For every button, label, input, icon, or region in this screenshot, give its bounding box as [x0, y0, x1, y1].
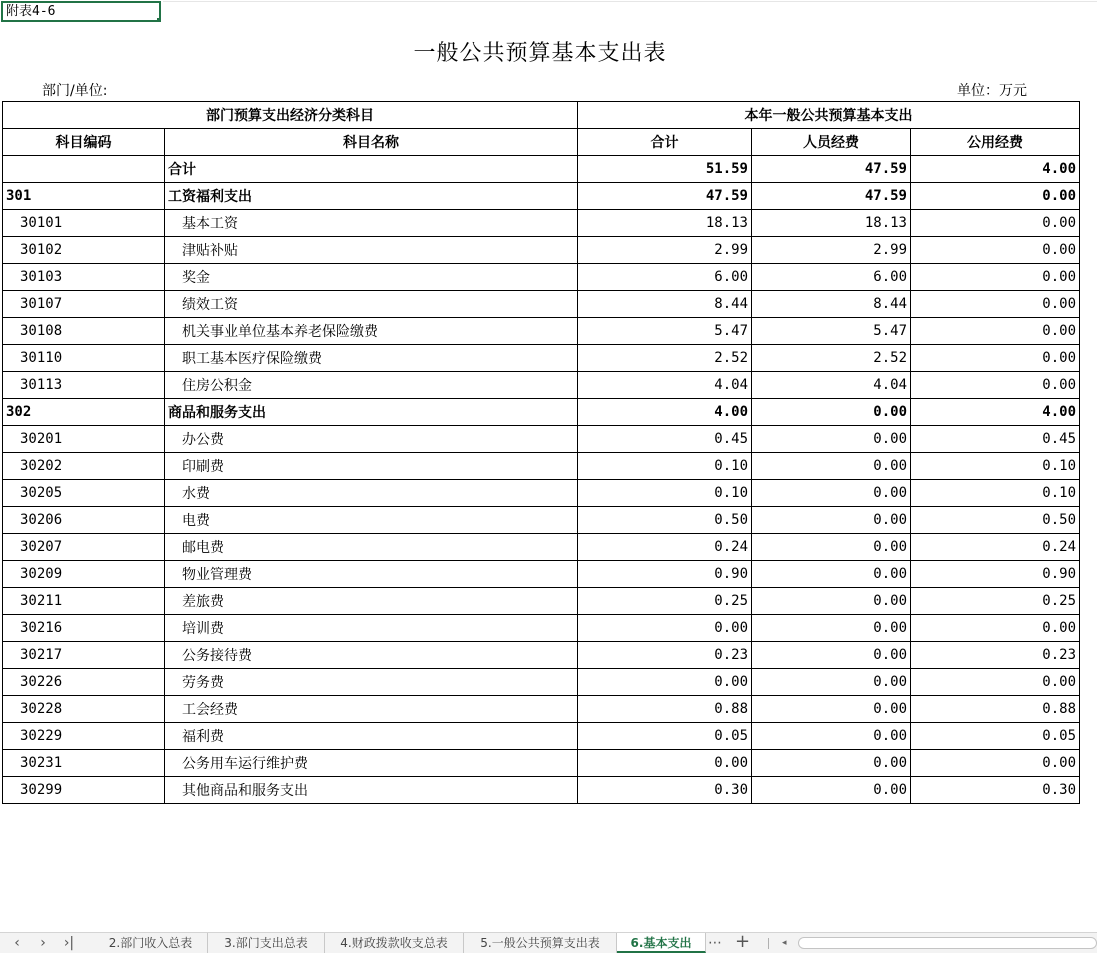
cell-public[interactable]: 0.30 — [911, 777, 1080, 804]
tab-sheet-5[interactable]: 5.一般公共预算支出表 — [464, 933, 617, 953]
cell-total[interactable]: 8.44 — [578, 291, 752, 318]
table-title: 一般公共预算基本支出表 — [413, 41, 667, 66]
cell-name[interactable]: 基本工资 — [165, 210, 578, 237]
cell-total[interactable]: 0.88 — [578, 696, 752, 723]
header-public[interactable]: 公用经费 — [911, 129, 1080, 156]
table-row — [3, 507, 1080, 534]
cell-name[interactable]: 邮电费 — [165, 534, 578, 561]
cell-total[interactable]: 2.52 — [578, 345, 752, 372]
cell-name[interactable]: 工会经费 — [165, 696, 578, 723]
unit-label: 单位：万元 — [957, 83, 1027, 99]
cell-name[interactable]: 津贴补贴 — [165, 237, 578, 264]
cell-personnel[interactable]: 0.00 — [752, 480, 911, 507]
table-row — [3, 642, 1080, 669]
table-row — [3, 156, 1080, 183]
cell-personnel[interactable]: 0.00 — [752, 399, 911, 426]
cell-public[interactable]: 0.00 — [911, 183, 1080, 210]
cell-total[interactable]: 51.59 — [578, 156, 752, 183]
cell-public[interactable]: 0.05 — [911, 723, 1080, 750]
column-rule — [163, 1, 1097, 2]
cell-name[interactable]: 劳务费 — [165, 669, 578, 696]
chevron-right-icon[interactable]: › — [40, 935, 46, 951]
cell-total[interactable]: 0.25 — [578, 588, 752, 615]
cell-personnel[interactable]: 0.00 — [752, 534, 911, 561]
cell-public[interactable]: 0.25 — [911, 588, 1080, 615]
cell-code[interactable]: 30211 — [3, 588, 165, 615]
tab-sheet-3[interactable]: 3.部门支出总表 — [208, 933, 325, 953]
cell-personnel[interactable]: 4.04 — [752, 372, 911, 399]
cell-personnel[interactable]: 47.59 — [752, 156, 911, 183]
cell-name[interactable]: 培训费 — [165, 615, 578, 642]
cell-total[interactable]: 0.90 — [578, 561, 752, 588]
cell-code[interactable] — [3, 156, 165, 183]
header-code[interactable]: 科目编码 — [3, 129, 165, 156]
cell-personnel[interactable]: 18.13 — [752, 210, 911, 237]
cell-name[interactable]: 商品和服务支出 — [165, 399, 578, 426]
last-sheet-icon[interactable]: ›| — [63, 935, 75, 951]
cell-code[interactable]: 30216 — [3, 615, 165, 642]
more-sheets-icon[interactable]: ⋯ — [708, 935, 722, 951]
selected-cell-value: 附表4-6 — [6, 4, 56, 19]
cell-total[interactable]: 4.00 — [578, 399, 752, 426]
table-row — [3, 480, 1080, 507]
cell-public[interactable]: 4.00 — [911, 156, 1080, 183]
cell-personnel[interactable]: 0.00 — [752, 588, 911, 615]
table-row — [3, 345, 1080, 372]
cell-personnel[interactable]: 0.00 — [752, 669, 911, 696]
sheet-tab-bar — [0, 932, 1097, 953]
cell-public[interactable]: 0.00 — [911, 291, 1080, 318]
table-row — [3, 237, 1080, 264]
cell-personnel[interactable]: 6.00 — [752, 264, 911, 291]
cell-code[interactable]: 301 — [3, 183, 165, 210]
cell-public[interactable]: 0.00 — [911, 264, 1080, 291]
cell-personnel[interactable]: 0.00 — [752, 696, 911, 723]
cell-public[interactable]: 0.45 — [911, 426, 1080, 453]
cell-total[interactable]: 4.04 — [578, 372, 752, 399]
table-row — [3, 291, 1080, 318]
selected-cell[interactable] — [1, 1, 161, 22]
cell-total[interactable]: 0.00 — [578, 615, 752, 642]
cell-name[interactable]: 合计 — [165, 156, 578, 183]
cell-personnel[interactable]: 47.59 — [752, 183, 911, 210]
cell-personnel[interactable]: 0.00 — [752, 453, 911, 480]
header-group-classification[interactable]: 部门预算支出经济分类科目 — [3, 102, 578, 129]
table-body — [3, 156, 1080, 804]
cell-total[interactable]: 6.00 — [578, 264, 752, 291]
cell-public[interactable]: 0.00 — [911, 669, 1080, 696]
scroll-left-icon[interactable]: ◂ — [782, 938, 787, 948]
cell-public[interactable]: 0.00 — [911, 345, 1080, 372]
cell-name[interactable]: 印刷费 — [165, 453, 578, 480]
tab-sheet-6-active[interactable]: 6.基本支出 — [617, 933, 706, 953]
cell-total[interactable]: 0.10 — [578, 480, 752, 507]
cell-code[interactable]: 30207 — [3, 534, 165, 561]
cell-total[interactable]: 0.00 — [578, 750, 752, 777]
cell-public[interactable]: 0.00 — [911, 210, 1080, 237]
cell-personnel[interactable]: 2.99 — [752, 237, 911, 264]
cell-total[interactable]: 47.59 — [578, 183, 752, 210]
cell-total[interactable]: 0.50 — [578, 507, 752, 534]
cell-public[interactable]: 0.50 — [911, 507, 1080, 534]
cell-total[interactable]: 0.05 — [578, 723, 752, 750]
cell-total[interactable]: 5.47 — [578, 318, 752, 345]
budget-table — [2, 101, 1080, 804]
cell-name[interactable]: 办公费 — [165, 426, 578, 453]
cell-code[interactable]: 30103 — [3, 264, 165, 291]
cell-name[interactable]: 福利费 — [165, 723, 578, 750]
cell-public[interactable]: 0.10 — [911, 480, 1080, 507]
cell-name[interactable]: 公务用车运行维护费 — [165, 750, 578, 777]
table-row — [3, 588, 1080, 615]
header-total[interactable]: 合计 — [578, 129, 752, 156]
cell-public[interactable]: 0.00 — [911, 615, 1080, 642]
cell-name[interactable]: 绩效工资 — [165, 291, 578, 318]
table-row — [3, 453, 1080, 480]
cell-name[interactable]: 电费 — [165, 507, 578, 534]
cell-code[interactable]: 30209 — [3, 561, 165, 588]
cell-code[interactable]: 30228 — [3, 696, 165, 723]
table-row — [3, 615, 1080, 642]
cell-code[interactable]: 302 — [3, 399, 165, 426]
cell-name[interactable]: 水费 — [165, 480, 578, 507]
cell-personnel[interactable]: 0.00 — [752, 561, 911, 588]
add-sheet-icon[interactable]: + — [735, 931, 751, 952]
cell-code[interactable]: 30102 — [3, 237, 165, 264]
chevron-left-icon[interactable]: ‹ — [14, 935, 20, 951]
cell-code[interactable]: 30217 — [3, 642, 165, 669]
cell-name[interactable]: 物业管理费 — [165, 561, 578, 588]
table-row — [3, 723, 1080, 750]
cell-code[interactable]: 30229 — [3, 723, 165, 750]
cell-total[interactable]: 18.13 — [578, 210, 752, 237]
dept-label: 部门/单位: — [42, 83, 108, 99]
cell-code[interactable]: 30202 — [3, 453, 165, 480]
table-row — [3, 318, 1080, 345]
tab-splitter[interactable] — [768, 938, 769, 949]
cell-personnel[interactable]: 0.00 — [752, 750, 911, 777]
header-personnel[interactable]: 人员经费 — [752, 129, 911, 156]
table-row — [3, 561, 1080, 588]
cell-code[interactable]: 30110 — [3, 345, 165, 372]
cell-personnel[interactable]: 0.00 — [752, 777, 911, 804]
cell-personnel[interactable]: 0.00 — [752, 723, 911, 750]
cell-name[interactable]: 机关事业单位基本养老保险缴费 — [165, 318, 578, 345]
header-group-basic-expenditure[interactable]: 本年一般公共预算基本支出 — [578, 102, 1080, 129]
fill-handle[interactable] — [156, 17, 161, 22]
cell-public[interactable]: 0.00 — [911, 237, 1080, 264]
cell-public[interactable]: 0.24 — [911, 534, 1080, 561]
table-row — [3, 696, 1080, 723]
cell-public[interactable]: 0.00 — [911, 750, 1080, 777]
table-row — [3, 264, 1080, 291]
cell-code[interactable]: 30226 — [3, 669, 165, 696]
cell-code[interactable]: 30107 — [3, 291, 165, 318]
cell-total[interactable]: 0.45 — [578, 426, 752, 453]
cell-public[interactable]: 0.23 — [911, 642, 1080, 669]
cell-name[interactable]: 工资福利支出 — [165, 183, 578, 210]
horizontal-scrollbar[interactable] — [798, 937, 1097, 949]
cell-code[interactable]: 30231 — [3, 750, 165, 777]
cell-name[interactable]: 职工基本医疗保险缴费 — [165, 345, 578, 372]
cell-public[interactable]: 4.00 — [911, 399, 1080, 426]
cell-name[interactable]: 差旅费 — [165, 588, 578, 615]
cell-personnel[interactable]: 5.47 — [752, 318, 911, 345]
tab-sheet-2[interactable]: 2.部门收入总表 — [94, 933, 208, 953]
cell-personnel[interactable]: 0.00 — [752, 507, 911, 534]
cell-name[interactable]: 公务接待费 — [165, 642, 578, 669]
table-row — [3, 534, 1080, 561]
header-name[interactable]: 科目名称 — [165, 129, 578, 156]
cell-personnel[interactable]: 2.52 — [752, 345, 911, 372]
cell-name[interactable]: 奖金 — [165, 264, 578, 291]
cell-code[interactable]: 30101 — [3, 210, 165, 237]
cell-public[interactable]: 0.00 — [911, 318, 1080, 345]
cell-personnel[interactable]: 8.44 — [752, 291, 911, 318]
cell-name[interactable]: 其他商品和服务支出 — [165, 777, 578, 804]
cell-code[interactable]: 30299 — [3, 777, 165, 804]
tab-sheet-4[interactable]: 4.财政拨款收支总表 — [325, 933, 464, 953]
cell-personnel[interactable]: 0.00 — [752, 642, 911, 669]
cell-public[interactable]: 0.90 — [911, 561, 1080, 588]
table-row — [3, 750, 1080, 777]
table-row — [3, 210, 1080, 237]
table-row — [3, 426, 1080, 453]
cell-public[interactable]: 0.10 — [911, 453, 1080, 480]
cell-code[interactable]: 30206 — [3, 507, 165, 534]
table-row — [3, 399, 1080, 426]
cell-code[interactable]: 30201 — [3, 426, 165, 453]
cell-total[interactable]: 0.23 — [578, 642, 752, 669]
cell-public[interactable]: 0.00 — [911, 372, 1080, 399]
cell-name[interactable]: 住房公积金 — [165, 372, 578, 399]
cell-code[interactable]: 30205 — [3, 480, 165, 507]
cell-total[interactable]: 2.99 — [578, 237, 752, 264]
table-row — [3, 669, 1080, 696]
cell-total[interactable]: 0.24 — [578, 534, 752, 561]
table-row — [3, 183, 1080, 210]
cell-personnel[interactable]: 0.00 — [752, 426, 911, 453]
cell-public[interactable]: 0.88 — [911, 696, 1080, 723]
cell-total[interactable]: 0.30 — [578, 777, 752, 804]
table-row — [3, 777, 1080, 804]
cell-code[interactable]: 30108 — [3, 318, 165, 345]
table-row — [3, 372, 1080, 399]
cell-code[interactable]: 30113 — [3, 372, 165, 399]
cell-total[interactable]: 0.10 — [578, 453, 752, 480]
cell-personnel[interactable]: 0.00 — [752, 615, 911, 642]
cell-total[interactable]: 0.00 — [578, 669, 752, 696]
